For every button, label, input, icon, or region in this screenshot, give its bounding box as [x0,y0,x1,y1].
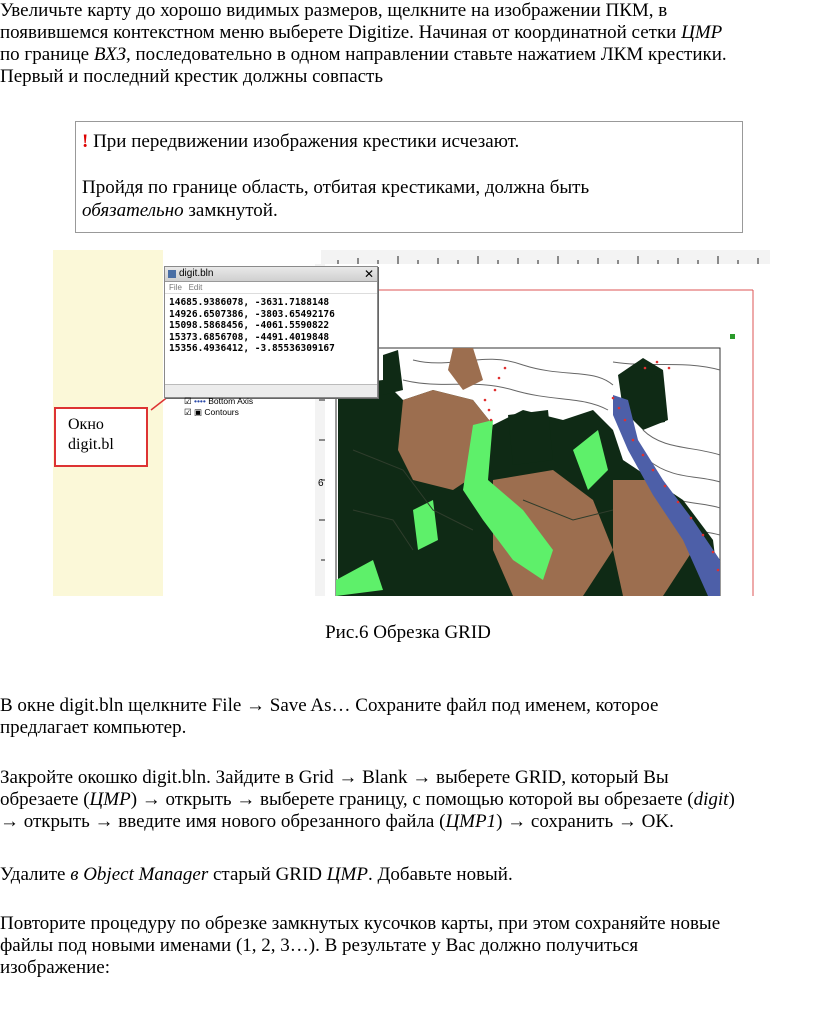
para2-italic: ЦМР1 [445,811,497,832]
callout-line-2: digit.bl [68,436,114,453]
intro-line-3-italic: ВХЗ [93,44,126,65]
figure-caption: Рис.6 Обрезка GRID [325,622,491,643]
axis-tick-label: 6 [318,478,324,489]
para4-line-2: файлы под новыми именами (1, 2, 3…). В результате у Вас должно получиться [0,935,639,956]
intro-paragraph [0,0,810,88]
paragraph-delete [0,864,810,886]
object-manager-tree [184,396,253,418]
digit-window[interactable] [164,266,378,398]
intro-line-2: появившемся контекстном меню выберете Digitize. Начиная от координатной сетки [0,22,677,43]
window-icon [168,270,176,278]
contours-icon: ▣ [193,407,203,417]
intro-line-3-post: , последовательно в одном направлении ставьте нажатием ЛКМ крестики. [126,44,727,65]
note-line-2: Пройдя по границе область, отбитая крестиками, должна быть [82,177,590,198]
intro-line-1: Увеличьте карту до хорошо видимых размеров, щелкните на изображении ПКМ, в [0,0,668,21]
coordinate-list [165,294,377,355]
para4-line-1: Повторите процедуру по обрезке замкнутых кусочков карты, при этом сохраняйте новые [0,913,721,934]
para4-line-3: изображение: [0,957,111,978]
menu-edit[interactable]: Edit [188,283,203,292]
para3-italic: в Object Manager [70,864,209,885]
intro-line-4: Первый и последний крестик должны совпасть [0,66,384,87]
coordinate-line: 15098.5868456, -4061.5590822 [169,320,330,331]
para3-text: . Добавьте новый. [367,864,513,885]
para3-text: старый GRID [208,864,327,885]
note-line-3-italic: обязательно [82,200,184,221]
warning-note [75,121,743,233]
coordinate-line: 14926.6507386, -3803.65492176 [169,308,335,320]
digit-window-titlebar[interactable] [165,267,377,282]
coordinate-line: 14685.9386078, -3631.7188148 [169,297,330,308]
axis-icon: •••• [193,396,206,406]
para2-text: ) [728,789,735,810]
menu-file[interactable]: File [169,283,182,292]
exclamation-icon: ! [82,131,89,152]
para3-text: Удалите [0,864,71,885]
tree-item-bottom-axis[interactable]: ☑ •••• Bottom Axis [184,396,254,406]
para2-italic: ЦМР [89,789,131,810]
para2-text: → открыть → введите имя нового обрезанного файла ( [0,811,446,832]
intro-line-2-italic: ЦМР [681,22,723,43]
para2-line-1: Закройте окошко digit.bln. Зайдите в Grid → Blank → выберете GRID, который Вы [0,767,669,788]
para2-text: обрезаете ( [0,789,90,810]
para1-line-2: предлагает компьютер. [0,717,187,738]
digit-window-title: digit.bln [179,268,214,279]
para2-text: ) → открыть → выберете границу, с помощью которой вы обрезаете ( [130,789,694,810]
close-icon[interactable]: ✕ [363,267,374,281]
para2-italic: digit [693,789,729,810]
para2-text: ) → сохранить → OK. [496,811,674,832]
digit-window-menubar [165,282,377,294]
coordinate-line: 15373.6856708, -4491.4019848 [169,331,330,343]
figure-screenshot [53,250,770,596]
intro-line-3-pre: по границе [0,44,94,65]
para3-italic: ЦМР [326,864,368,885]
paragraph-blank [0,767,810,833]
paragraph-save [0,695,810,739]
para1-line-1: В окне digit.bln щелкните File → Save As… Сохраните файл под именем, которое [0,695,659,716]
tree-item-label: Bottom Axis [208,396,254,406]
tree-item-contours[interactable]: ☑ ▣ Contours [184,407,239,417]
note-line-1: При передвижении изображения крестики исчезают. [88,131,520,152]
callout-line-1: Окно [68,416,104,433]
coordinate-line: 15356.4936412, -3.85536309167 [169,343,335,354]
note-line-3-post: замкнутой. [183,200,278,221]
tree-item-label: Contours [204,407,239,417]
callout-box [54,407,148,467]
map-image [53,250,770,596]
paragraph-repeat [0,913,810,979]
